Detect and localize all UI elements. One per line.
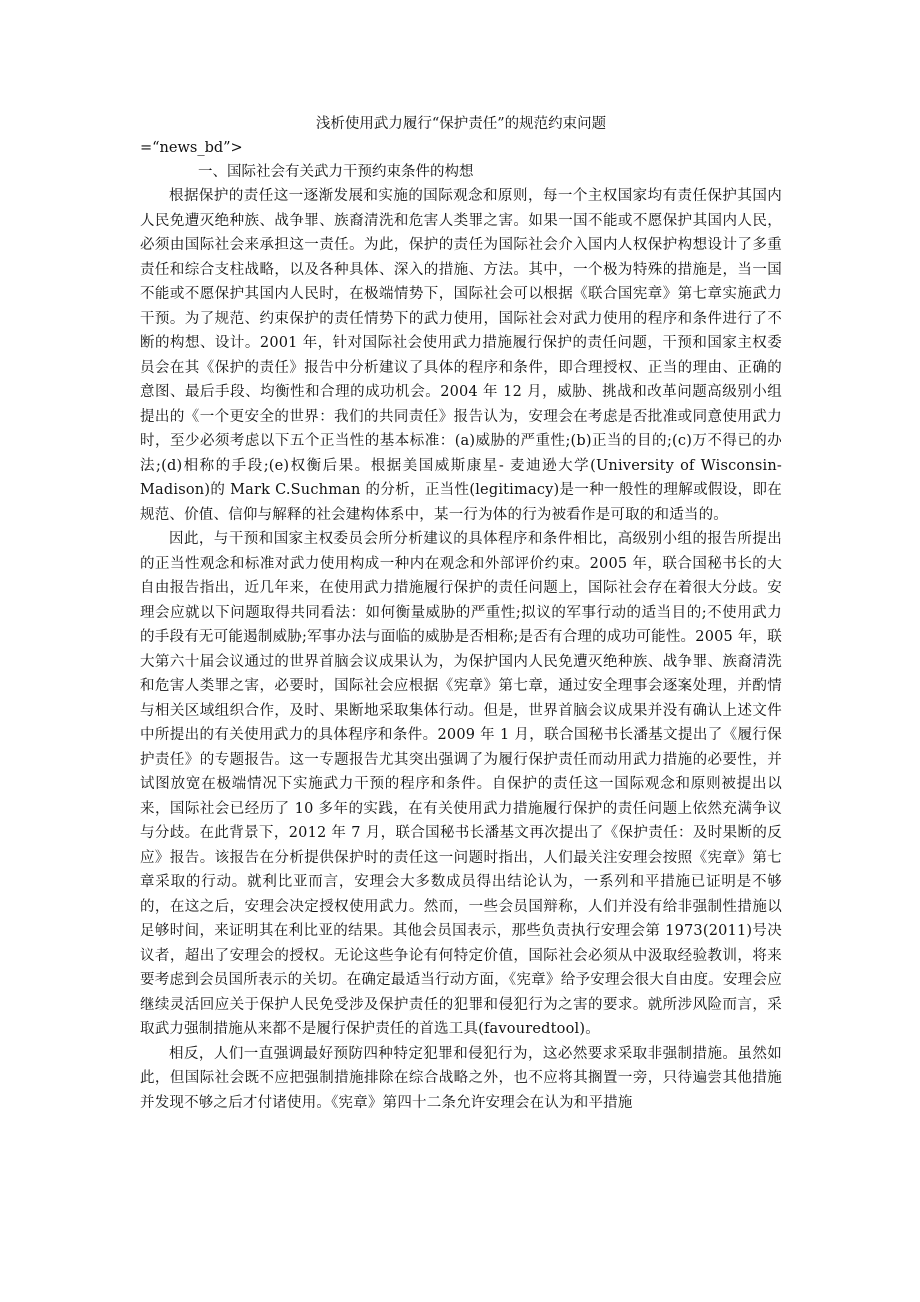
section-heading: 一、国际社会有关武力干预约束条件的构想 — [198, 164, 474, 180]
html-artifact-text: =“news_bd”> — [140, 140, 243, 156]
paragraph-1: 根据保护的责任这一逐渐发展和实施的国际观念和原则，每一个主权国家均有责任保护其国内人民免遭灭绝种族、战争罪、族裔清洗和危害人类罪之害。如果一国不能或不愿保护其国内人民，必须由国际社会来承担这一责任。为此，保护的责任为国际社会介入国内人权保护构想设计了多重责任和综合支柱战略，以及各种具体、深入的措施、方法。其中，一个极为特殊的措施是，当一国不能或不愿保护其国内人民时，在极端情势下，国际社会可以根据《联合国宪章》第七章实施武力干预。为了规范、约束保护的责任情势下的武力使用，国际社会对武力使用的程序和条件进行了不断的构想、设计。2001 年，针对国际社会使用武力措施履行保护的责任问题，干预和国家主权委员会在其《保护的责任》报告中分析建议了具体的程序和条件，即合理授权、正当的理由、正确的意图、最后手段、均衡性和合理的成功机会。2004 年 12 月，威胁、挑战和改革问题高级别小组提出的《一个更安全的世界：我们的共同责任》报告认为，安理会在考虑是否批准或同意使用武力时，至少必须考虑以下五个正当性的基本标准：(a)威胁的严重性;(b)正当的目的;(c)万不得已的办法;(d)相称的手段;(e)权衡后果。根据美国威斯康星- 麦迪逊大学(University of Wisconsin-Madison)的 Mark C.Suchman 的分析，正当性(legitimacy)是一种一般性的理解或假设，即在规范、价值、信仰与解释的社会建构体系中，某一行为体的行为被看作是可取的和适当的。 — [140, 188, 782, 523]
document-title: 浅析使用武力履行“保护责任”的规范约束问题 — [315, 116, 607, 132]
document-page — [140, 112, 782, 1115]
paragraph-2: 因此，与干预和国家主权委员会所分析建议的具体程序和条件相比，高级别小组的报告所提出的正当性观念和标准对武力使用构成一种内在观念和外部评价约束。2005 年，联合国秘书长的大自由报告指出，近几年来，在使用武力措施履行保护的责任问题上，国际社会存在着很大分歧。安理会应就以下问题取得共同看法：如何衡量威胁的严重性;拟议的军事行动的适当目的;不使用武力的手段有无可能遏制威胁;军事办法与面临的威胁是否相称;是否有合理的成功可能性。2005 年，联大第六十届会议通过的世界首脑会议成果认为，为保护国内人民免遭灭绝种族、战争罪、族裔清洗和危害人类罪之害，必要时，国际社会应根据《宪章》第七章，通过安全理事会逐案处理，并酌情与相关区域组织合作，及时、果断地采取集体行动。但是，世界首脑会议成果并没有确认上述文件中所提出的有关使用武力的具体程序和条件。2009 年 1 月，联合国秘书长潘基文提出了《履行保护责任》的专题报告。这一专题报告尤其突出强调了为履行保护责任而动用武力措施的必要性，并试图放宽在极端情况下实施武力干预的程序和条件。自保护的责任这一国际观念和原则被提出以来，国际社会已经历了 10 多年的实践，在有关使用武力措施履行保护的责任问题上依然充满争议与分歧。在此背景下，2012 年 7 月，联合国秘书长潘基文再次提出了《保护责任：及时果断的反应》报告。该报告在分析提供保护时的责任这一问题时指出，人们最关注安理会按照《宪章》第七章采取的行动。就利比亚而言，安理会大多数成员得出结论认为，一系列和平措施已证明是不够的，在这之后，安理会决定授权使用武力。然而，一些会员国辩称，人们并没有给非强制性措施以足够时间，来证明其在利比亚的结果。其他会员国表示，那些负责执行安理会第 1973(2011)号决议者，超出了安理会的授权。无论这些争论有何特定价值，国际社会必须从中汲取经验教训，将来要考虑到会员国所表示的关切。在确定最适当行动方面，《宪章》给予安理会很大自由度。安理会应继续灵活回应关于保护人民免受涉及保护责任的犯罪和侵犯行为之害的要求。就所涉风险而言，采取武力强制措施从来都不是履行保护责任的首选工具(favouredtool)。 — [140, 531, 782, 1037]
paragraph-3: 相反，人们一直强调最好预防四种特定犯罪和侵犯行为，这必然要求采取非强制措施。虽然如此，但国际社会既不应把强制措施排除在综合战略之外，也不应将其搁置一旁，只待遍尝其他措施并发现不够之后才付诸使用。《宪章》第四十二条允许安理会在认为和平措施 — [140, 1045, 782, 1111]
